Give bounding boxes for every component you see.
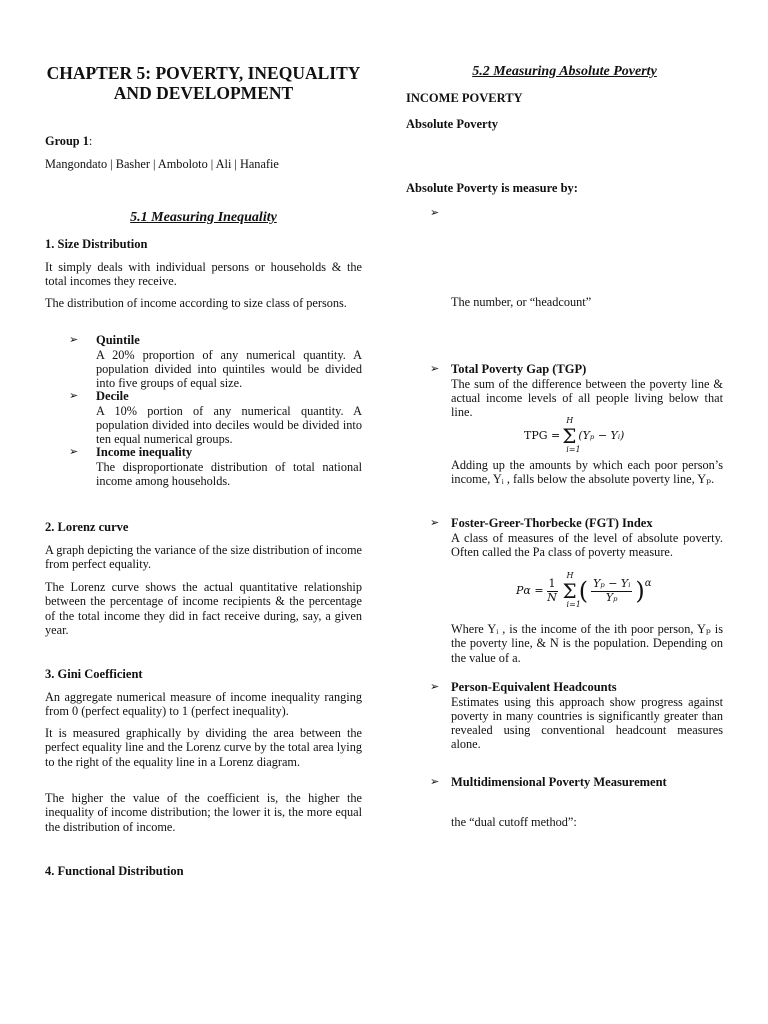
- gini-p3: The higher the value of the coefficient is, the higher the inequality of income distribution; the lower it is, the more equal the distribution of income.: [45, 791, 362, 834]
- headcount-text: The number, or “headcount”: [451, 295, 592, 309]
- summation-icon: Σ H i=1: [562, 416, 581, 454]
- size-distribution-heading: 1. Size Distribution: [45, 237, 148, 251]
- list-item-desc: A 10% portion of any numerical quantity. A population divided into deciles would be divided into ten equal numerical groups.: [96, 403, 362, 446]
- peh-desc: Estimates using this approach show progress against poverty in many countries is significantly greater than revealed using conventional headcount measures alone.: [451, 694, 723, 752]
- size-distribution-p1: It simply deals with individual persons or households & the total incomes they receive.: [45, 260, 362, 289]
- lorenz-p1: A graph depicting the variance of the size distribution of income from perfect equality.: [45, 543, 362, 572]
- sum-lower: i=1: [566, 445, 581, 454]
- section-5-2-heading: 5.2 Measuring Absolute Poverty: [472, 64, 657, 79]
- size-distribution-p2: The distribution of income according to size class of persons.: [45, 296, 347, 310]
- tgp-after: Adding up the amounts by which each poor person’s income, Yᵢ , falls below the absolute poverty line, Yₚ.: [451, 458, 723, 487]
- left-paren-icon: (: [578, 577, 589, 606]
- formula-lhs: Pα =: [516, 583, 544, 597]
- list-item-desc: A 20% proportion of any numerical quantity. A population divided into quintiles would be divided into five groups of equal size.: [96, 347, 362, 390]
- bullet-arrow-icon: ➢: [430, 206, 440, 219]
- fraction: [547, 578, 558, 605]
- fgt-formula: [516, 571, 652, 610]
- list-item-term: Quintile: [96, 333, 140, 347]
- bullet-arrow-icon: ➢: [430, 362, 440, 375]
- sum-upper: H: [566, 416, 574, 425]
- measured-by-heading: Absolute Poverty is measure by:: [406, 181, 578, 195]
- tgp-block: [451, 362, 723, 419]
- peh-block: [451, 680, 723, 752]
- right-paren-icon: ): [635, 577, 645, 606]
- group-members: Mangondato | Basher | Amboloto | Ali | Hanafie: [45, 157, 279, 171]
- bullet-arrow-icon: ➢: [69, 333, 79, 346]
- gini-p1: An aggregate numerical measure of income inequality ranging from 0 (perfect equality) to 1 (perfect inequality).: [45, 690, 362, 719]
- absolute-poverty-heading: Absolute Poverty: [406, 117, 498, 131]
- mpm-term: Multidimensional Poverty Measurement: [451, 775, 667, 789]
- sum-lower: i=1: [566, 600, 581, 610]
- bullet-arrow-icon: ➢: [69, 389, 79, 402]
- list-item-term: Decile: [96, 389, 129, 403]
- tgp-formula: [524, 416, 625, 454]
- fraction-denominator: Yₚ: [605, 590, 618, 604]
- summation-icon: Σ H i=1: [562, 571, 581, 610]
- lorenz-heading: 2. Lorenz curve: [45, 520, 129, 534]
- formula-body: (Yₚ − Yᵢ): [578, 428, 625, 442]
- tgp-term: Total Poverty Gap (TGP): [451, 362, 587, 376]
- chapter-title: CHAPTER 5: POVERTY, INEQUALITY AND DEVELOPMENT: [46, 63, 361, 103]
- dual-cutoff-text: the “dual cutoff method”:: [451, 815, 577, 829]
- fgt-block: [451, 516, 723, 559]
- fraction: [591, 578, 632, 605]
- fgt-desc: A class of measures of the level of absolute poverty. Often called the Pa class of poverty measure.: [451, 530, 723, 559]
- list-item-term: Income inequality: [96, 445, 193, 459]
- exponent: α: [644, 578, 652, 589]
- gini-heading: 3. Gini Coefficient: [45, 667, 143, 681]
- gini-p2: It is measured graphically by dividing the area between the perfect equality line and the Lorenz curve by the total area lying to the right of the equality line in a Lorenz diagram.: [45, 726, 362, 769]
- fraction-numerator: 1: [548, 577, 556, 590]
- fraction-numerator: Yₚ − Yᵢ: [593, 577, 631, 590]
- peh-term: Person-Equivalent Headcounts: [451, 680, 617, 694]
- sum-upper: H: [566, 571, 574, 581]
- bullet-arrow-icon: ➢: [69, 445, 79, 458]
- section-5-1-heading: 5.1 Measuring Inequality: [130, 210, 277, 225]
- list-item-desc: The disproportionate distribution of total national income among households.: [96, 459, 362, 488]
- functional-distribution-heading: 4. Functional Distribution: [45, 864, 184, 878]
- bullet-arrow-icon: ➢: [430, 516, 440, 529]
- bullet-arrow-icon: ➢: [430, 775, 440, 788]
- bullet-arrow-icon: ➢: [430, 680, 440, 693]
- size-distribution-list: [69, 333, 362, 493]
- lorenz-p2: The Lorenz curve shows the actual quantitative relationship between the percentage of income recipients & the percentage of the total income they did in fact receive during, say, a given year.: [45, 580, 362, 637]
- group-line: [45, 134, 92, 148]
- income-poverty-heading: INCOME POVERTY: [406, 91, 523, 105]
- formula-lhs: TPG =: [524, 428, 561, 442]
- fraction-denominator: N: [547, 590, 557, 604]
- tgp-desc: The sum of the difference between the poverty line & actual income levels of all people living below that line.: [451, 376, 723, 419]
- group-colon: :: [88, 134, 93, 148]
- fgt-after: Where Yᵢ , is the income of the ith poor person, Yₚ is the poverty line, & N is the population. Depending on the value of a.: [451, 622, 723, 665]
- group-label: Group 1: [45, 134, 89, 148]
- fgt-term: Foster-Greer-Thorbecke (FGT) Index: [451, 516, 653, 530]
